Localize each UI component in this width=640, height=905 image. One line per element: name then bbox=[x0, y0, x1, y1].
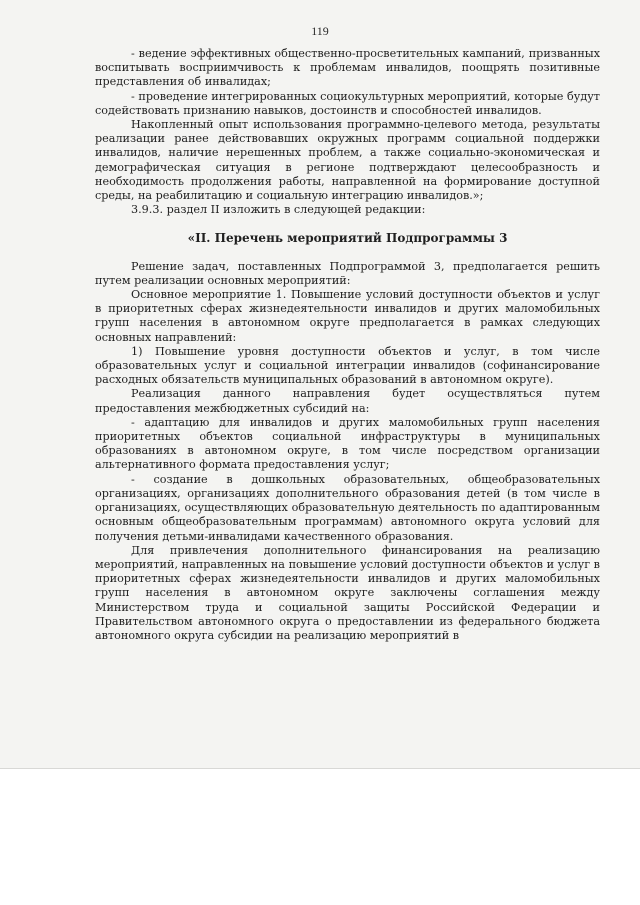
paragraph: Для привлечения дополнительного финансирования на реализацию мероприятий, направленных на повышение условий доступности объектов и услуг в приоритетных сферах жизнедеятельности инвалидов и других маломобильных групп населения в автономном округе заключены соглашения между Министерством труда и социальной защиты Российской Федерации и Правительством автономного округа о предоставлении из федерального бюджета автономного округа субсидии на реализацию мероприятий в bbox=[95, 543, 600, 642]
paragraph: 1) Повышение уровня доступности объектов и услуг, в том числе образовательных услуг и социальной интеграции инвалидов (софинансирование расходных обязательств муниципальных образований в автономном округе). bbox=[95, 344, 600, 387]
page-number: 119 bbox=[311, 24, 329, 38]
paragraph: - создание в дошкольных образовательных, общеобразовательных организациях, организациях дополнительного образования детей (в том числе в организациях, осуществляющих образовательную деятельность по адаптированным основным общеобразовательным программам) автономного округа условий для получения детьми-инвалидами качественного образования. bbox=[95, 472, 600, 543]
paragraph: Основное мероприятие 1. Повышение условий доступности объектов и услуг в приоритетных сферах жизнедеятельности инвалидов и других маломобильных групп населения в автономном округе предполагается в рамках следующих основных направлений: bbox=[95, 288, 600, 344]
document-body bbox=[95, 47, 600, 643]
paragraph: 3.9.3. раздел II изложить в следующей редакции: bbox=[131, 203, 426, 217]
section-heading: «II. Перечень мероприятий Подпрограммы 3 bbox=[187, 231, 508, 246]
paragraph: - проведение интегрированных социокультурных мероприятий, которые будут содействовать признанию навыков, достоинств и способностей инвалидов. bbox=[95, 89, 600, 117]
blank-area bbox=[0, 769, 640, 905]
paragraph: - ведение эффективных общественно-просветительных кампаний, призванных воспитывать восприимчивость к проблемам инвалидов, поощрять позитивные представления об инвалидах; bbox=[95, 47, 600, 89]
paragraph: - адаптацию для инвалидов и других маломобильных групп населения приоритетных объектов социальной инфраструктуры в муниципальных образованиях в автономном округе, в том числе посредством организации альтернативного формата предоставления услуг; bbox=[95, 415, 600, 472]
paragraph: Решение задач, поставленных Подпрограммой 3, предполагается решить путем реализации основных мероприятий: bbox=[95, 259, 600, 287]
paragraph: Реализация данного направления будет осуществляться путем предоставления межбюджетных субсидий на: bbox=[95, 387, 600, 415]
paragraph: Накопленный опыт использования программно-целевого метода, результаты реализации ранее действовавших окружных программ социальной поддержки инвалидов, наличие нерешенных проблем, а также социально-экономическая и демографическая ситуация в регионе подтверждают целесообразность и необходимость продолжения работы, направленной на формирование доступной среды, на реабилитацию и социальную интеграцию инвалидов.»; bbox=[95, 118, 600, 203]
